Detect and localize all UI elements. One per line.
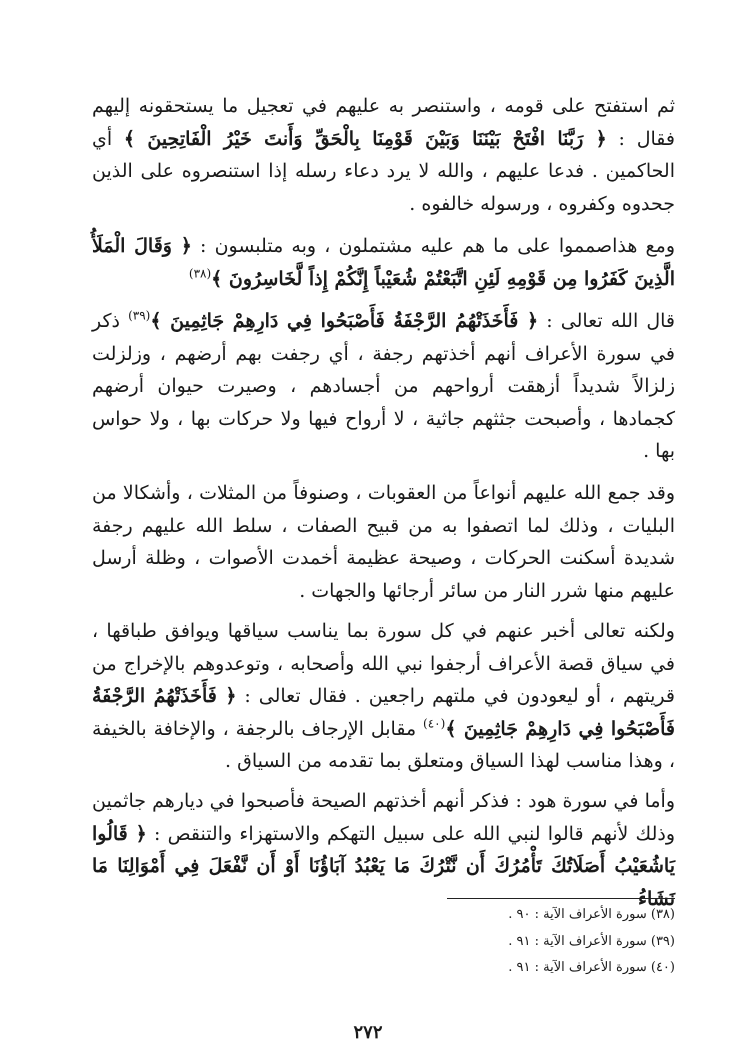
quran-verse: ﴿ فَأَخَذَتْهُمُ الرَّجْفَةُ فَأَصْبَحُوا فِي دَارِهِمْ جَاثِمِينَ ﴾	[150, 310, 539, 332]
paragraph	[92, 615, 675, 778]
footnote: (٣٨) سورة الأعراف الآية : ٩٠ .	[508, 907, 675, 922]
footnote-reference: (٣٨)	[188, 266, 212, 281]
body-text: أي الحاكمين . فدعا عليهم ، والله لا يرد دعاء رسله إذا استنصروه على الذين جحدوه وكفروه ، ورسوله خالفوه .	[92, 127, 675, 215]
paragraph	[92, 90, 675, 220]
paragraph	[92, 477, 675, 607]
footnote-reference: (٣٩)	[128, 308, 151, 323]
body-text: مقابل الإرجاف بالرجفة ، والإخافة بالخيفة ، وهذا مناسب لهذا السياق ومتعلق بما تقدمه من السياق .	[92, 717, 675, 772]
body-text: ولكنه تعالى أخبر عنهم في كل سورة بما يناسب سياقها ويوافق طباقها ، في سياق قصة الأعراف أرجفوا نبي الله وأصحابه ، وتوعدوهم بالإخراج من قريتهم ، أو ليعودون في ملتهم راجعين . فقال تعالى :	[92, 620, 675, 707]
footnote: (٣٩) سورة الأعراف الآية : ٩١ .	[508, 934, 675, 949]
paragraph	[92, 230, 675, 295]
body-text: ثم استفتح على قومه ، واستنصر به عليهم في تعجيل ما يستحقونه إليهم فقال :	[92, 95, 675, 150]
body-text: وقد جمع الله عليهم أنواعاً من العقوبات ، وصنوفاً من المثلات ، وأشكالا من البليات ، وذلك لما اتصفوا به من قبيح الصفات ، سلط الله عليهم رجفة شديدة أسكنت الحركات ، وصيحة عظيمة أخمدت الأصوات ، وظلة أرسل عليهم منها شرر النار من سائر أرجائها والجهات .	[92, 482, 675, 602]
body-text: ذكر في سورة الأعراف أنهم أخذتهم رجفة ، أي رجفت بهم أرضهم ، وزلزلت زلزالاً شديداً أزهقت أرواحهم من أجسادهم ، وصيرت حيوان أرضهم كجمادها ، وأصبحت جثثهم جاثية ، لا أرواح فيها ولا حركات بها ، ولا حواس بها .	[92, 310, 675, 462]
quran-verse: ﴿ قَالُوا يَاشُعَيْبُ أَصَلَاتُكَ تَأْمُرُكَ أَن نَّتْرُكَ مَا يَعْبُدُ آبَاؤُنَا أَوْ أَن نَّفْعَلَ فِي أَمْوَالِنَا مَا نَشَاءُ	[92, 822, 675, 910]
body-text: ومع هذاصمموا على ما هم عليه مشتملون ، وبه متلبسون :	[191, 235, 675, 257]
page-number: ٢٧٢	[353, 1022, 383, 1043]
quran-verse: ﴿ فَأَخَذَتْهُمُ الرَّجْفَةُ فَأَصْبَحُوا فِي دَارِهِمْ جَاثِمِينَ ﴾	[92, 685, 675, 740]
footnote: (٤٠) سورة الأعراف الآية : ٩١ .	[508, 960, 675, 975]
paragraph	[92, 785, 675, 915]
quran-verse: ﴿ وَقَالَ الْمَلَأُ الَّذِينَ كَفَرُوا مِن قَوْمِهِ لَئِنِ اتَّبَعْتُمْ شُعَيْباً إِنَّكُمْ إِذاً لَّخَاسِرُونَ ﴾	[92, 235, 675, 290]
footnote-reference: (٤٠)	[423, 716, 446, 731]
paragraph	[92, 305, 675, 468]
footnote-divider	[447, 898, 675, 899]
body-text: وأما في سورة هود : فذكر أنهم أخذتهم الصيحة فأصبحوا في ديارهم جاثمين وذلك لأنهم قالوا لنبي الله على سبيل التهكم والاستهزاء والتنقص :	[92, 790, 675, 845]
body-text: قال الله تعالى :	[538, 310, 676, 332]
quran-verse: ﴿ رَبَّنَا افْتَحْ بَيْنَنَا وَبَيْنَ قَوْمِنَا بِالْحَقِّ وَأَنتَ خَيْرُ الْفَاتِحِينَ ﴾	[123, 127, 607, 150]
